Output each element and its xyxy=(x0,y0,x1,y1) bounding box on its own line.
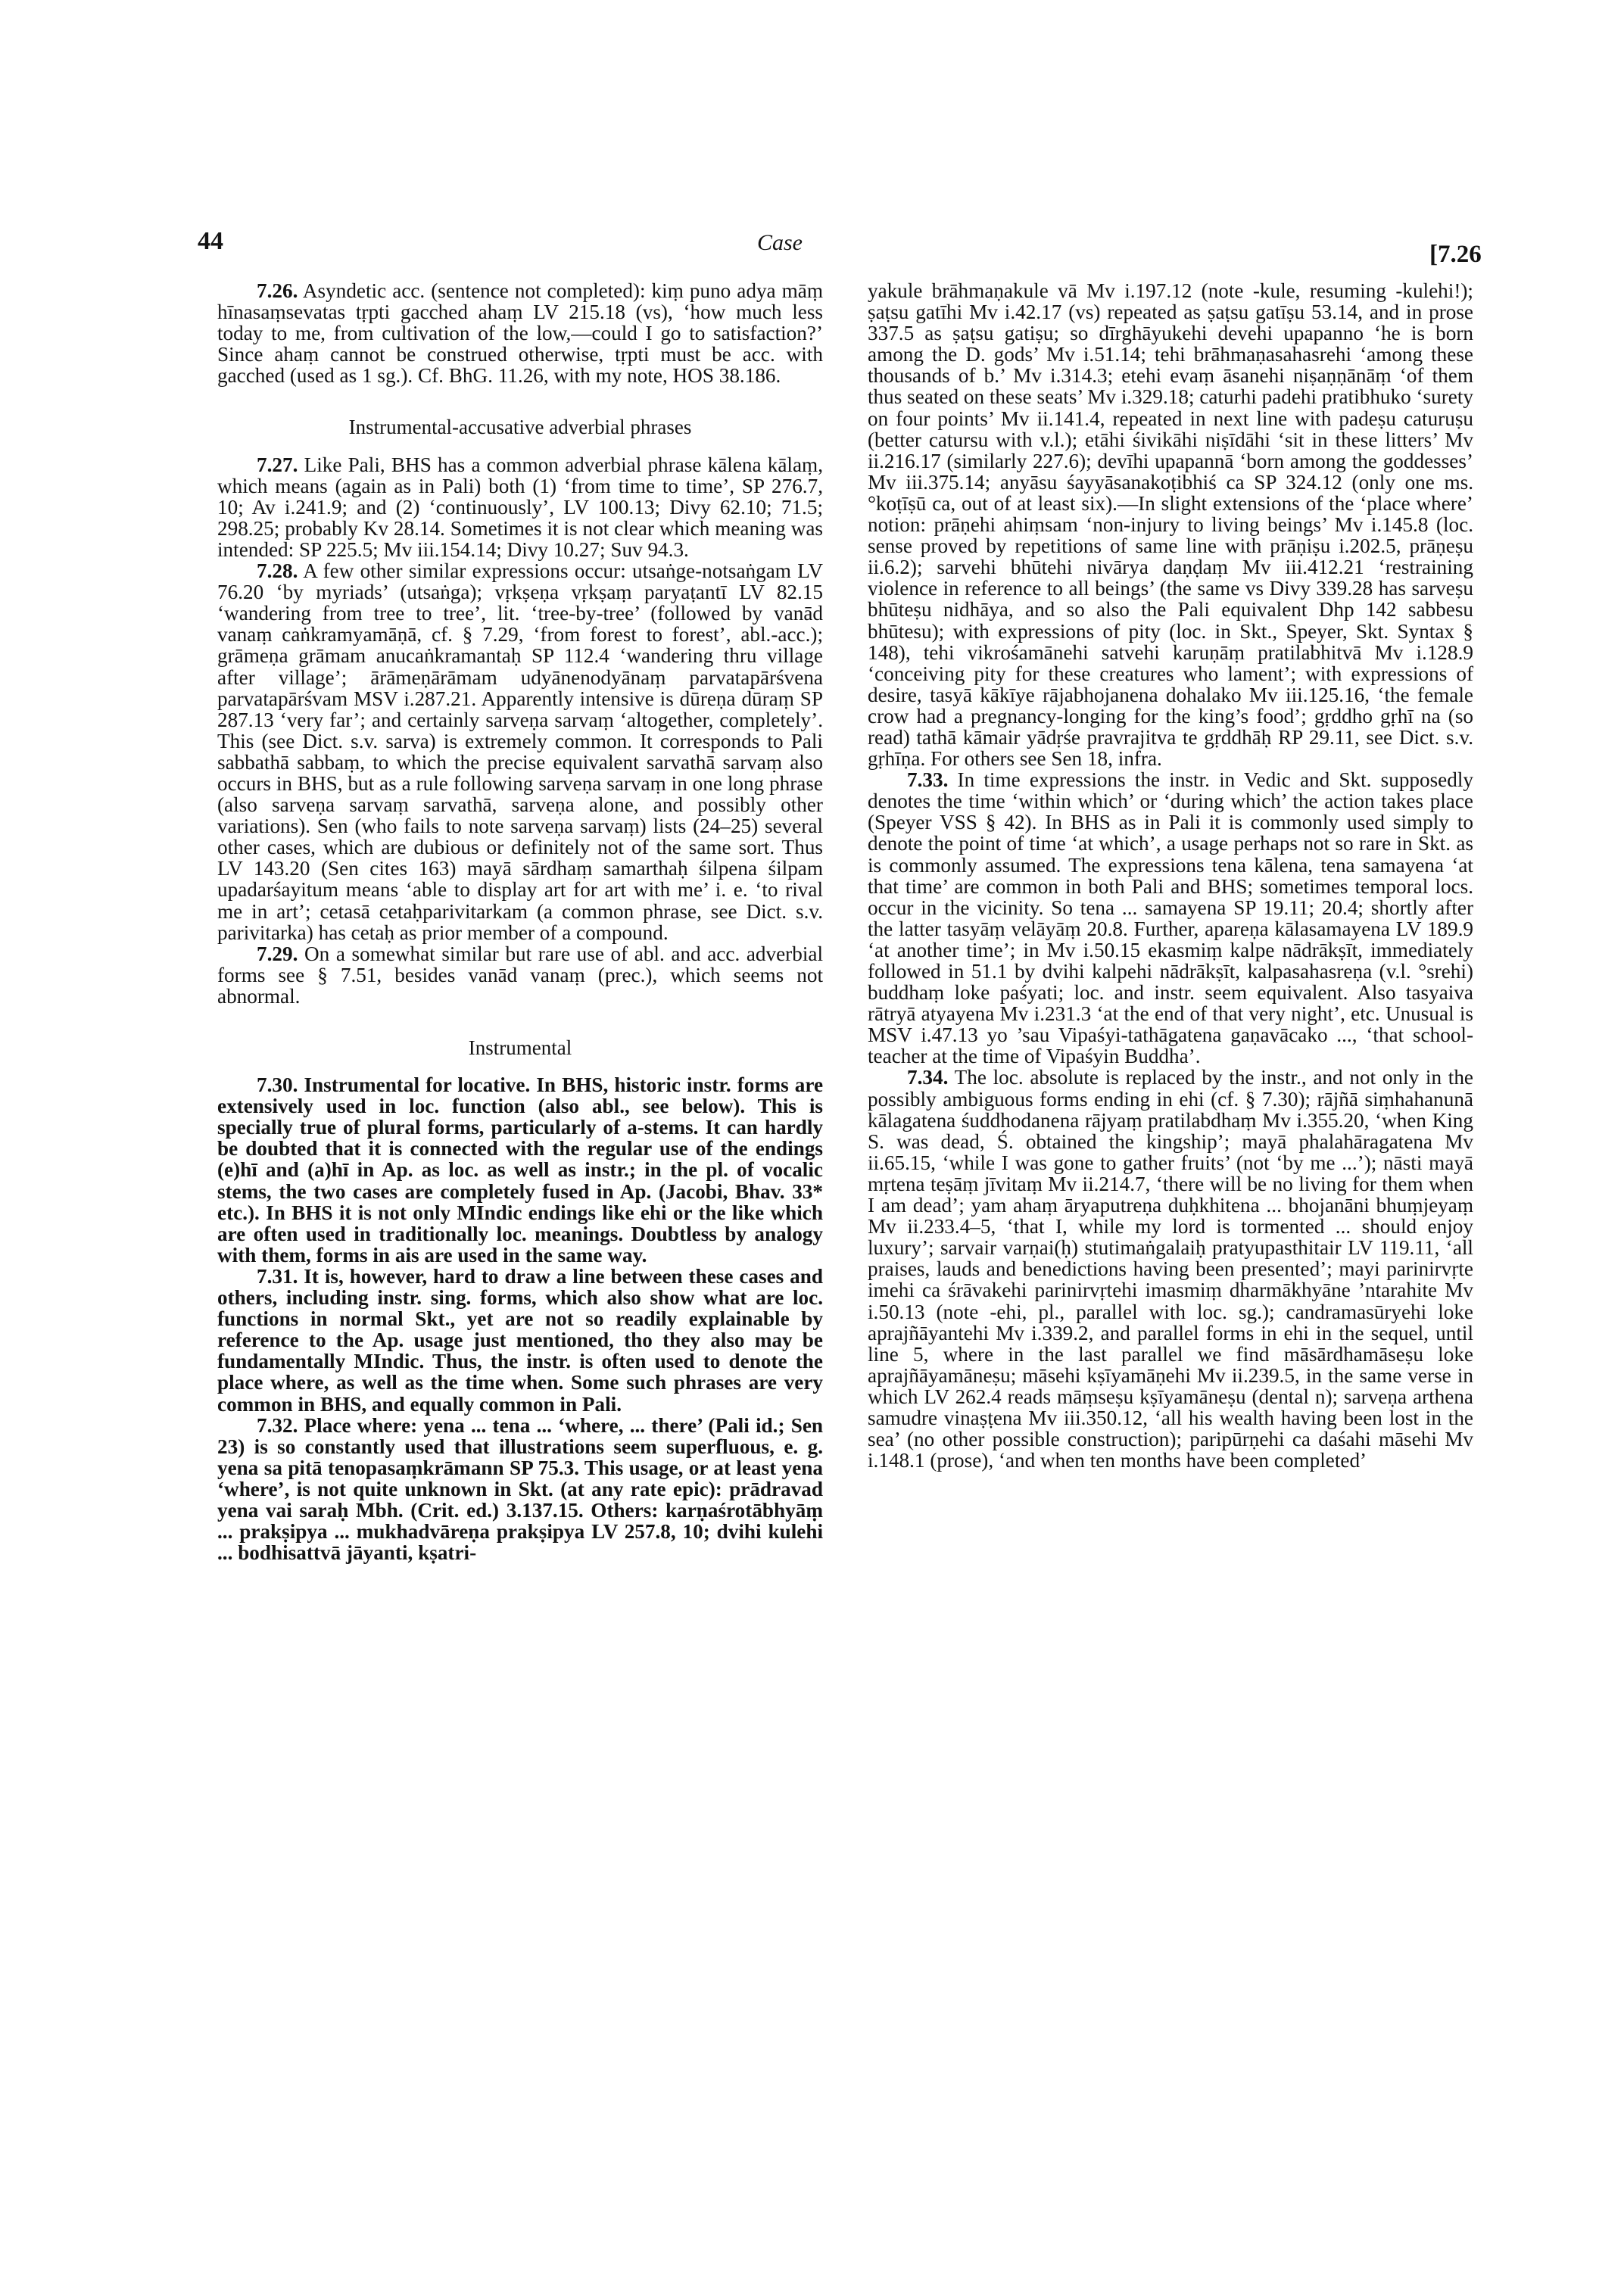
paragraph-text: A few other similar expressions occur: utsaṅge-notsaṅgam LV 76.20 ‘by myriads’ (utsaṅga); vṛkṣeṇa vṛkṣaṃ paryaṭantī LV 82.15 ‘wandering from tree to tree’, lit. ‘tree-by-tree’ (followed by vanād vanaṃ caṅkramyamāṇā, cf. § 7.29, ‘from forest to forest’, abl.-acc.); grāmeṇa grāmam anucaṅkramantaḥ SP 112.4 ‘wandering thru village after village’; ārāmeṇārāmam udyānenodyānaṃ parvatapārśvena parvatapārśvam MSV i.287.21. Apparently intensive is dūreṇa dūraṃ SP 287.13 ‘very far’; and certainly sarveṇa sarvaṃ ‘altogether, completely’. This (see Dict. s.v. sarva) is extremely common. It corresponds to Pali sabbathā sabbaṃ, to which the precise equivalent sarvathā sarvaṃ also occurs in BHS, but as a rule following sarveṇa sarvaṃ in one long phrase (also sarveṇa sarvaṃ sarvathā, sarveṇa alone, and possibly other variations). Sen (who fails to note sarveṇa sarvaṃ) lists (24–25) several other cases, which are dubious or definitely not of the same sort. Thus LV 143.20 (Sen cites 163) mayā sārdhaṃ samarthaḥ śilpena śilpam upadarśayitum means ‘able to display art for art with me’ i. e. ‘to rival me in art’; cetasā cetaḥparivitarkam (a common phrase, see Dict. s.v. parivitarka) has cetaḥ as prior member of a compound. xyxy=(217,559,824,944)
paragraph-7-31 xyxy=(217,1266,823,1415)
section-number: 7.29. xyxy=(257,942,298,965)
paragraph-text: Instrumental for locative. In BHS, historic instr. forms are extensively used in loc. function (also abl., see below). This is specially true of plural forms, particularly of a-stems. It can hardly be doubted that it is connected with the regular use of the endings (e)hī and (a)hī in Ap. as loc. as well as instr.; in the pl. of vocalic stems, the two cases are completely fused in Ap. (Jacobi, Bhav. 33* etc.). In BHS it is not only MIndic endings like ehi or the like which are often used in traditionally loc. meanings. Doubtless by analogy with them, forms in ais are used in the same way. xyxy=(217,1073,824,1266)
paragraph-7-29 xyxy=(217,943,823,1007)
paragraph-7-26 xyxy=(217,280,823,386)
section-number: 7.26. xyxy=(257,279,298,302)
paragraph-7-30 xyxy=(217,1074,823,1266)
section-number: 7.32. xyxy=(257,1413,298,1437)
paragraph-text: Place where: yena ... tena ... ‘where, ... there’ (Pali id.; Sen 23) is so constantly used that illustrations seem superfluous, e. g. yena sa pitā tenopasaṃkrāmann SP 75.3. This usage, or at least yena ‘where’, is not quite unknown in Skt. (at any rate epic): prādravad yena vai saraḥ Mbh. (Crit. ed.) 3.137.15. Others: karṇaśrotābhyāṃ ... prakṣipya ... mukhadvāreṇa prakṣipya LV 257.8, 10; dvihi kulehi ... bodhisattvā jāyanti, kṣatri- xyxy=(217,1413,823,1565)
paragraph-text: On a somewhat similar but rare use of abl. and acc. adverbial forms see § 7.51, besides vanād vanaṃ (prec.), which seems not abnormal. xyxy=(217,942,823,1008)
paragraph-7-32-continued: yakule brāhmaṇakule vā Mv i.197.12 (note -kule, resuming -kulehi!); ṣaṭsu gatīhi Mv i.42.17 (vs) repeated as ṣaṭsu gatīṣu 53.14, and in prose 337.5 as ṣaṭsu gatiṣu; so dīrghāyukehi devehi upapanno ‘he is born among the D. gods’ Mv i.51.14; tehi brāhmaṇasahasrehi ‘among these thousands of b.’ Mv i.314.3; etehi evaṃ āsanehi niṣaṇṇānāṃ ‘of them thus seated on these seats’ Mv i.329.18; caturhi padehi pratibhuko ‘surety on four points’ Mv ii.141.4, repeated in next line with padeṣu caturuṣu (better catursu with v.l.); etāhi śivikāhi niṣīdāhi ‘sit in these litters’ Mv ii.216.17 (similarly 227.6); devīhi upapannā ‘born among the goddesses’ Mv iii.375.14; anyāsu śayyāsanakoṭibhiś ca SP 324.12 (only one ms. °koṭīṣū ca, out of at least six).—In slight extensions of the ‘place where’ notion: prāṇehi ahiṃsam ‘non-injury to living beings’ Mv i.145.8 (loc. sense proved by repetitions of same line with prāṇiṣu i.202.5, prāṇeṣu ii.6.2); sarvehi bhūtehi nivārya daṇḍaṃ Mv iii.412.21 ‘restraining violence in reference to all beings’ (the same vs Divy 339.28 has sarveṣu bhūteṣu nidhāya, and so also the Pali equivalent Dhp 142 sabbesu bhūtesu); with expressions of pity (loc. in Skt., Speyer, Skt. Syntax § 148), tehi vikrośamānehi satvehi karuṇāṃ pratilabhitvā Mv i.128.9 ‘conceiving pity for these creatures who lament’; with expressions of desire, tasyā kākīye rājabhojanena dohalako Mv iii.125.16, ‘the female crow had a pregnancy-longing for the king’s food’; gṛddho gṛhī na (so read) tathā kāmair yādṛśe pravrajitva te gṛddhāḥ RP 29.11, see Dict. s.v. gṛhīṇa. For others see Sen 18, infra. xyxy=(868,279,1473,771)
paragraph-text: The loc. absolute is replaced by the instr., and not only in the possibly ambiguous forms ending in ehi (cf. § 7.30); rājñā siṃhahanunā kālagatena śuddhodanena rājyaṃ pratilabdhaṃ Mv i.355.20, ‘when King S. was dead, Ś. obtained the kingship’; mayā phalahāragatena Mv ii.65.15, ‘while I was gone to gather fruits’ (not ‘by me ...’); nāsti mayā mṛtena teṣāṃ jīvitaṃ Mv ii.214.7, ‘there will be no living for them when I am dead’; yam ahaṃ āryaputreṇa duḥkhitena ... bhojanāni bhuṃjeyaṃ Mv ii.233.4–5, ‘that I, while my lord is tormented ... should enjoy luxury’; sarvair varṇai(ḥ) stutimaṅgalaiḥ pratyupasthitair LV 119.11, ‘all praises, lauds and benedictions having been presented’; mayi parinirvṛte imehi ca śrāvakehi parinirvṛtehi imasmiṃ dharmākhyāne ’ntarahite Mv i.50.13 (note -ehi, pl., parallel with loc. sg.); candramasūryehi loke aprajñāyantehi Mv i.339.2, and parallel forms in ehi in the sequel, until line 5, where in the last parallel we find māsārdhamāseṣu loke aprajñāyamāneṣu; māsehi kṣīyamāṇehi Mv ii.239.5, in the same verse in which LV 262.4 reads māṃseṣu kṣīyamāneṣu (dental n); sarveṇa arthena samudre vinaṣṭena Mv iii.350.12, ‘all his wealth having been lost in the sea’ (no other possible construction); paripūrṇehi ca daśahi māsehi Mv i.148.1 (prose), ‘and when ten months have been completed’ xyxy=(868,1066,1473,1472)
paragraph-7-28 xyxy=(217,560,823,943)
paragraph-7-34 xyxy=(868,1067,1473,1471)
paragraph-text: Like Pali, BHS has a common adverbial phrase kālena kālaṃ, which means (again as in Pali) both (1) ‘from time to time’, SP 276.7, 10; Av i.241.9; and (2) ‘continuously’, LV 100.13; Divy 62.10; 71.5; 298.25; probably Kv 28.14. Sometimes it is not clear which meaning was intended: SP 225.5; Mv iii.154.14; Divy 10.27; Suv 94.3. xyxy=(217,453,823,561)
right-column xyxy=(868,280,1473,1471)
section-reference: [7.26 xyxy=(1429,241,1482,268)
section-number: 7.31. xyxy=(257,1264,298,1288)
heading-instrumental-accusative: Instrumental-accusative adverbial phrases xyxy=(348,416,692,439)
section-number: 7.33. xyxy=(907,768,949,792)
paragraph-7-33 xyxy=(868,769,1473,1067)
running-head: Case xyxy=(757,230,803,255)
section-number: 7.27. xyxy=(257,453,298,476)
paragraph-text: In time expressions the instr. in Vedic and Skt. supposedly denotes the time ‘within which’ or ‘during which’ the action takes place (Speyer VSS § 42). In BHS as in Pali it is commonly used simply to denote the point of time ‘at which’, a usage perhaps not so rare in Skt. as is commonly assumed. The expressions tena kālena, tena samayena ‘at that time’ are common in both Pali and BHS; sometimes temporal locs. occur in the vicinity. So tena ... samayena SP 19.11; 20.4; shortly after the latter tasyāṃ velāyāṃ 20.8. Further, apareṇa kālasamayena LV 189.9 ‘at another time’; in Mv i.50.15 ekasmiṃ kalpe nādrākṣīt, immediately followed in 51.1 by dvihi kalpehi nādrākṣīt, kalpasahasreṇa (v.l. °srehi) buddhaṃ loke paśyati; loc. and instr. seem equivalent. Also tasyaiva rātryā atyayena Mv i.231.3 ‘at the end of that very night’, etc. Unusual is MSV i.47.13 yo ’sau Vipaśyi-tathāgatena gaṇavācako ..., ‘that school-teacher at the time of Vipaśyin Buddha’. xyxy=(868,768,1473,1068)
paragraph-text: It is, however, hard to draw a line between these cases and others, including instr. sing. forms, which also show what are loc. functions in normal Skt., yet are not so readily explainable by reference to the Ap. usage just mentioned, tho they also may be fundamentally MIndic. Thus, the instr. is often used to denote the place where, as well as the time when. Some such phrases are very common in BHS, and equally common in Pali. xyxy=(217,1264,823,1416)
section-number: 7.30. xyxy=(257,1073,298,1097)
paragraph-7-27 xyxy=(217,454,823,560)
page-number: 44 xyxy=(198,227,223,255)
left-column xyxy=(217,280,823,1563)
section-number: 7.34. xyxy=(907,1066,949,1089)
heading-instrumental: Instrumental xyxy=(468,1036,572,1059)
section-number: 7.28. xyxy=(257,559,298,583)
paragraph-7-32 xyxy=(217,1415,823,1564)
paragraph-text: Asyndetic acc. (sentence not completed): kiṃ puno adya māṃ hīnasaṃsevatas tṛpti gacched ahaṃ LV 215.18 (vs), ‘how much less today to me, from cultivation of the low,—could I go to satisfaction?’ Since ahaṃ cannot be construed otherwise, tṛpti must be acc. with gacched (used as 1 sg.). Cf. BhG. 11.26, with my note, HOS 38.186. xyxy=(217,279,824,388)
